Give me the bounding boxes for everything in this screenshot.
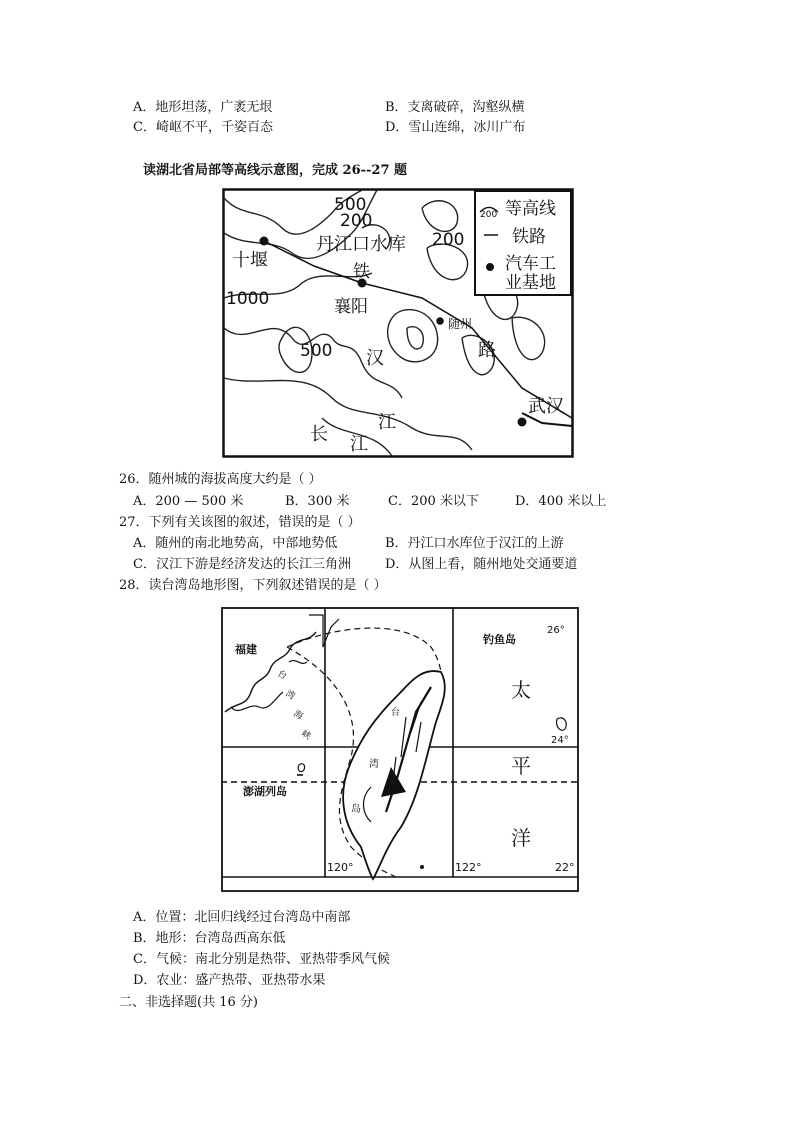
map1-label-chang: 长 [310,424,328,445]
map1-label-200a: 200 [340,211,373,231]
q26-option-d: D．400 米以上 [515,494,607,509]
map2-label-island2: 湾 [369,759,379,770]
q28-stem: 28．读台湾岛地形图，下列叙述错误的是（ ） [119,578,387,593]
q27-option-a: A．随州的南北地势高，中部地势低 [133,536,338,551]
map1-label-500b: 500 [300,341,333,361]
legend-base-label-2: 业基地 [505,273,556,293]
map2-label-ping: 平 [511,754,531,778]
map1-label-500: 500 [334,195,367,215]
q27-option-b: B．丹江口水库位于汉江的上游 [385,536,564,551]
q27-option-c: C．汉江下游是经济发达的长江三角洲 [133,557,351,572]
map2-label-strait1: 台 [275,668,289,683]
map1-label-tie: 铁 [353,262,370,282]
map1-label-200b: 200 [432,230,465,250]
map2-label-island1: 台 [391,708,401,718]
q28-option-c: C．气候：南北分别是热带、亚热带季风气候 [133,952,390,967]
q27-stem: 27．下列有关该图的叙述，错误的是（ ） [119,515,361,530]
map2-label-tai: 太 [511,678,531,702]
q25-option-d: D．雪山连绵，冰川广布 [385,120,526,135]
map1-label-xiangyang: 襄阳 [334,297,368,317]
legend-contour-label: 等高线 [505,199,556,219]
map2-label-strait3: 海 [291,708,305,723]
map2-label-lat24: 24° [551,735,569,746]
q28-option-d: D．农业：盛产热带、亚热带水果 [133,973,326,988]
q28-option-b: B．地形：台湾岛西高东低 [133,931,286,946]
q26-option-b: B．300 米 [285,494,350,509]
map1-label-wuhan: 武汉 [528,396,564,417]
map2-label-lon122: 122° [455,861,482,874]
q25-option-b: B．支离破碎，沟壑纵横 [385,100,525,115]
map2-label-lat22: 22° [555,861,575,874]
map2-label-strait2: 湾 [283,688,297,703]
intro-26-27: 读湖北省局部等高线示意图，完成 26--27 题 [143,163,408,178]
map1-label-jiang2: 江 [378,412,396,433]
map2-label-strait4: 峡 [299,728,313,743]
map1-label-jiang: 江 [350,434,368,455]
legend-contour-sample: 200 [480,210,498,220]
q28-option-a: A．位置：北回归线经过台湾岛中南部 [133,910,351,925]
map2-label-yang: 洋 [511,826,531,850]
map2-label-lon120: 120° [327,861,354,874]
legend-railway-label: 铁路 [512,227,546,247]
map2-label-diaoyu: 钓鱼岛 [483,633,516,646]
q26-stem: 26．随州城的海拔高度大约是（ ） [119,472,322,487]
map1-label-1000: 1000 [226,289,270,309]
map1-label-suizhou: 随州 [448,317,473,331]
map2-label-island3: 岛 [351,804,361,815]
legend-base-label-1: 汽车工 [505,254,556,274]
map2-label-fujian: 福建 [235,643,257,656]
hubei-contour-map [222,188,574,458]
map2-label-lat26: 26° [547,625,565,636]
map1-legend [475,191,571,295]
map1-label-han: 汉 [366,348,384,369]
map2-label-penghu: 澎湖列岛 [243,785,287,798]
map1-label-lu: 路 [478,340,496,361]
q25-option-a: A．地形坦荡，广袤无垠 [133,100,273,115]
section-2-heading: 二、非选择题(共 16 分) [119,995,258,1010]
map1-label-shiyan: 十堰 [232,250,268,271]
q26-option-c: C．200 米以下 [388,494,479,509]
taiwan-topo-map [221,607,579,892]
q27-option-d: D．从图上看，随州地处交通要道 [385,557,578,572]
q25-option-c: C．崎岖不平，千姿百态 [133,120,273,135]
map1-label-reservoir: 丹江口水库 [316,234,406,255]
q26-option-a: A．200 — 500 米 [133,494,244,509]
